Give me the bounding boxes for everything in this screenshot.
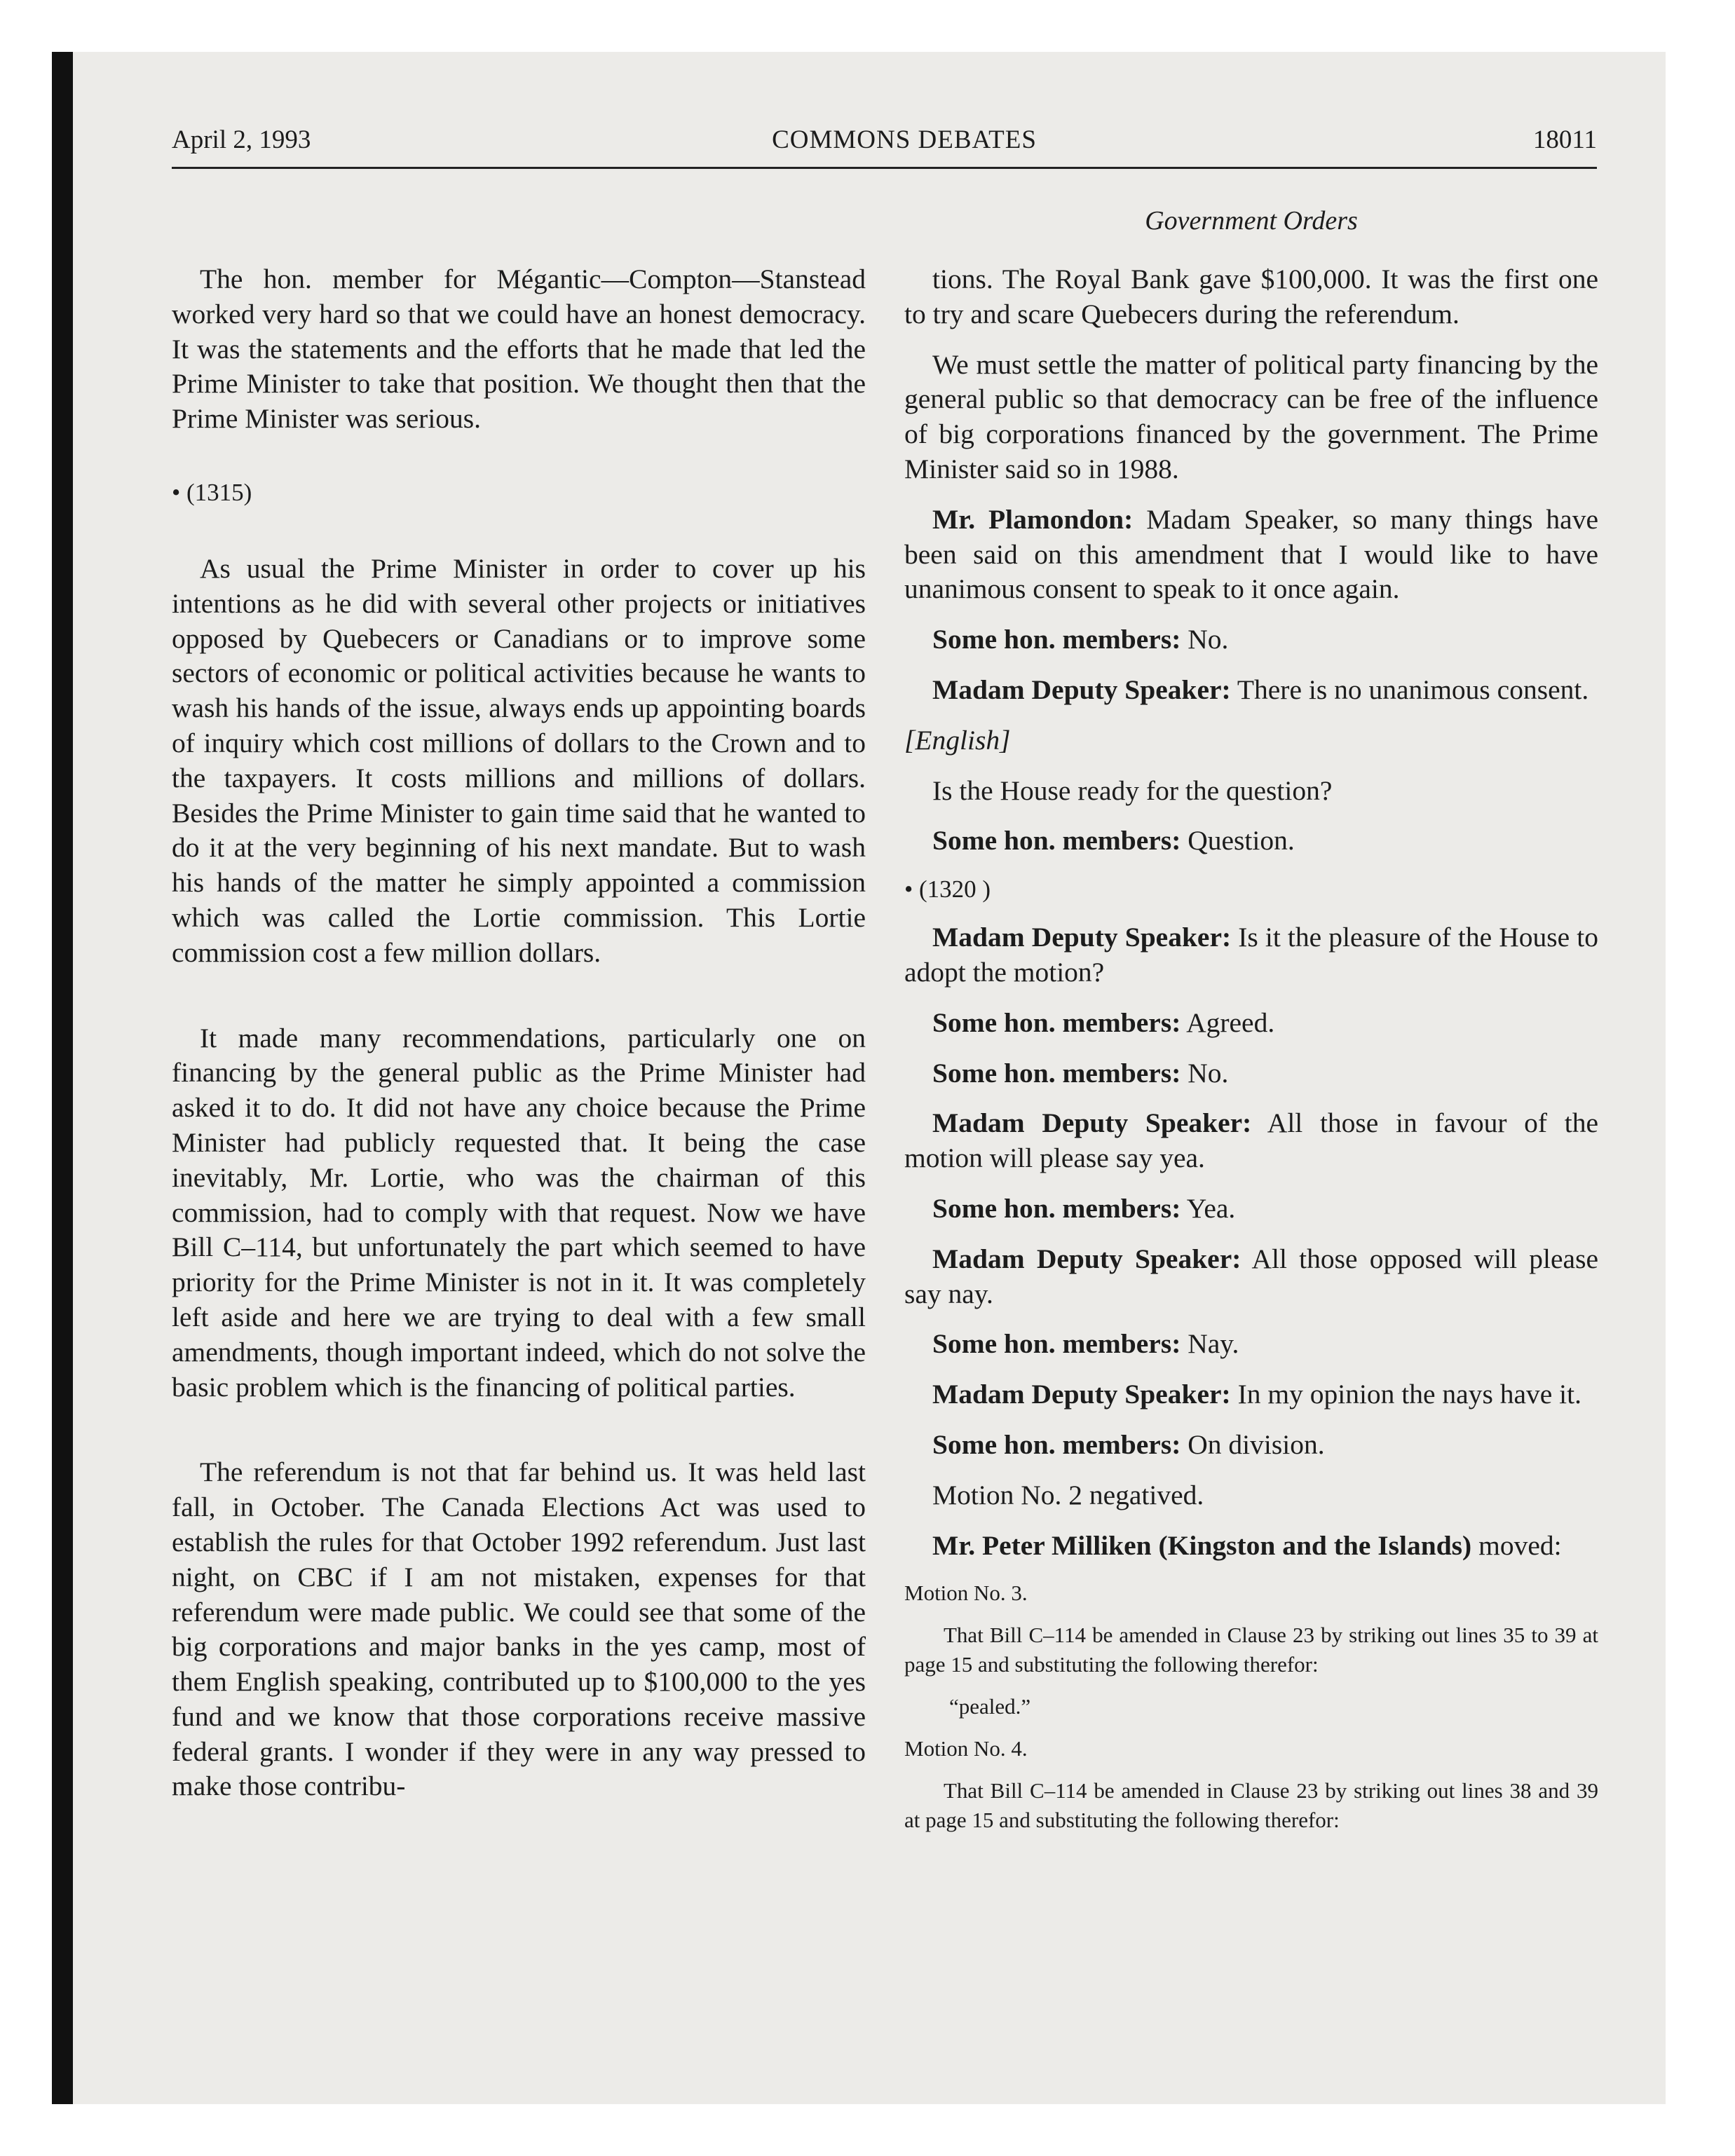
speech-text: In my opinion the nays have it. [1230,1379,1581,1410]
left-paragraph-3: It made many recommendations, particularly one on financing by the general public as the Prime Minister had asked it to do. It did not have any choice because the Prime Minister had publicly requested that. It being the case inevitably, Mr. Lortie, who was the chairman of this commission, had to comply with that request. Now we have Bill C–114, but unfortunately the part which seemed to have priority for the Prime Minister is not in it. It was completely left aside and here we are trying to deal with a few small amendments, though important indeed, which do not solve the basic problem which is the financing of political parties. [172,1022,866,1403]
speech-deputy-speaker-pleasure [904,920,1598,990]
speech-text: All those opposed will please say nay. [904,1243,1598,1309]
speaker-name: Some hon. members: [932,825,1181,857]
motion-3-title: Motion No. 3. [904,1581,1028,1606]
speaker-name: Some hon. members: [932,1192,1181,1224]
speaker-name: Madam Deputy Speaker: [932,922,1232,953]
section-title: Government Orders [1145,206,1358,236]
speech-deputy-speaker-yea [904,1106,1598,1176]
left-paragraph-2: As usual the Prime Minister in order to cover up his intentions as he did with several other projects or initiatives opposed by Quebecers or Canadians or to improve some sectors of economic or political activities because he wants to wash his hands of the issue, always ends up appointing boards of inquiry which cost millions of dollars to the Crown and to the taxpayers. It costs millions and millions of dollars. Besides the Prime Minister to gain time said that he wanted to do it at the very beginning of his next mandate. But to wash his hands of the matter he simply appointed a commission which was called the Lortie commission. This Lortie commission cost a few million dollars. [172,552,866,968]
speech-text: Nay. [1181,1328,1239,1360]
speech-members-agreed [904,1006,1598,1041]
speech-text: All those in favour of the motion will please say yea. [904,1107,1598,1174]
speaker-name: Some hon. members: [932,624,1181,655]
speech-text: There is no unanimous consent. [1230,674,1589,705]
speech-members-yea [904,1192,1598,1227]
motion-4-title: Motion No. 4. [904,1736,1028,1761]
speech-text: Madam Speaker, so many things have been said on this amendment that I would like to have unanimous consent to speak to it once again. [904,503,1598,605]
speech-deputy-speaker-consent [904,673,1598,708]
speaker-name: Mr. Peter Milliken (Kingston and the Islands) [932,1529,1472,1561]
question-line: Is the House ready for the question? [932,775,1333,806]
header-page-number: 18011 [1532,125,1597,154]
speaker-name: Madam Deputy Speaker: [932,1379,1231,1410]
motion-3-text: That Bill C–114 be amended in Clause 23 by striking out lines 35 to 39 at page 15 and substituting the following therefor: [904,1623,1598,1677]
paragraph-gap [172,971,866,1021]
motion-4-text: That Bill C–114 be amended in Clause 23 by striking out lines 38 and 39 at page 15 and substituting the following therefor: [904,1778,1598,1833]
motion-3-quote: “pealed.” [949,1694,1031,1719]
header-rule [172,167,1597,169]
header-date: April 2, 1993 [172,125,311,154]
speech-members-nay [904,1327,1598,1362]
speech-text: On division. [1181,1428,1325,1460]
speech-text: Yea. [1181,1192,1236,1224]
speech-text: Is it the pleasure of the House to adopt the motion? [904,922,1598,988]
paragraph-gap [172,1405,866,1455]
speech-text: Agreed. [1181,1007,1275,1038]
speaker-name: Mr. Plamondon: [932,503,1134,535]
speech-text: No. [1181,1057,1229,1089]
right-column [904,262,1598,1848]
left-column [172,262,866,1804]
speaker-name: Some hon. members: [932,1428,1181,1460]
speech-plamondon [904,503,1598,607]
speech-members-division [904,1428,1598,1463]
speech-members-no [904,622,1598,657]
speaker-name: Madam Deputy Speaker: [932,674,1231,705]
time-marker-1315: • (1315) [172,478,252,506]
speech-text: Question. [1181,825,1295,857]
language-tag: [English] [904,724,1011,756]
speech-text: moved: [1471,1529,1562,1561]
speech-text: No. [1181,624,1229,655]
speaker-name: Some hon. members: [932,1057,1181,1089]
left-paragraph-4: The referendum is not that far behind us. It was held last fall, in October. The Canada Elections Act was used to establish the rules for that October 1992 referendum. Just last night, on CBC if I am not mistaken, expenses for that referendum were made public. We could see that some of the big corporations and major banks in the yes camp, most of them English speaking, contributed up to $100,000 to the yes fund and we know that those corporations receive massive federal grants. I wonder if they were in any way pressed to make those contribu- [172,1456,866,1802]
time-marker-1320: • (1320 ) [904,875,991,903]
motion-moved-by [904,1529,1598,1564]
speaker-name: Some hon. members: [932,1007,1181,1038]
speaker-name: Madam Deputy Speaker: [932,1107,1252,1139]
speaker-name: Madam Deputy Speaker: [932,1243,1241,1274]
scan-edge-bar [52,52,73,2104]
speech-deputy-speaker-nay [904,1242,1598,1312]
speech-deputy-speaker-opinion [904,1377,1598,1412]
right-paragraph-1: tions. The Royal Bank gave $100,000. It was the first one to try and scare Quebecers during the referendum. [904,264,1598,329]
motion-negatived: Motion No. 2 negatived. [932,1479,1204,1510]
speech-members-no-2 [904,1056,1598,1091]
header-title: COMMONS DEBATES [772,125,1037,154]
speaker-name: Some hon. members: [932,1328,1181,1360]
left-paragraph-1: The hon. member for Mégantic—Compton—Stanstead worked very hard so that we could have an honest democracy. It was the statements and the efforts that he made that led the Prime Minister to take that position. We thought then that the Prime Minister was serious. [172,264,866,435]
right-paragraph-2: We must settle the matter of political party financing by the general public so that democracy can be free of the influence of big corporations financed by the government. The Prime Minister said so in 1988. [904,348,1598,484]
speech-members-question [904,824,1598,859]
